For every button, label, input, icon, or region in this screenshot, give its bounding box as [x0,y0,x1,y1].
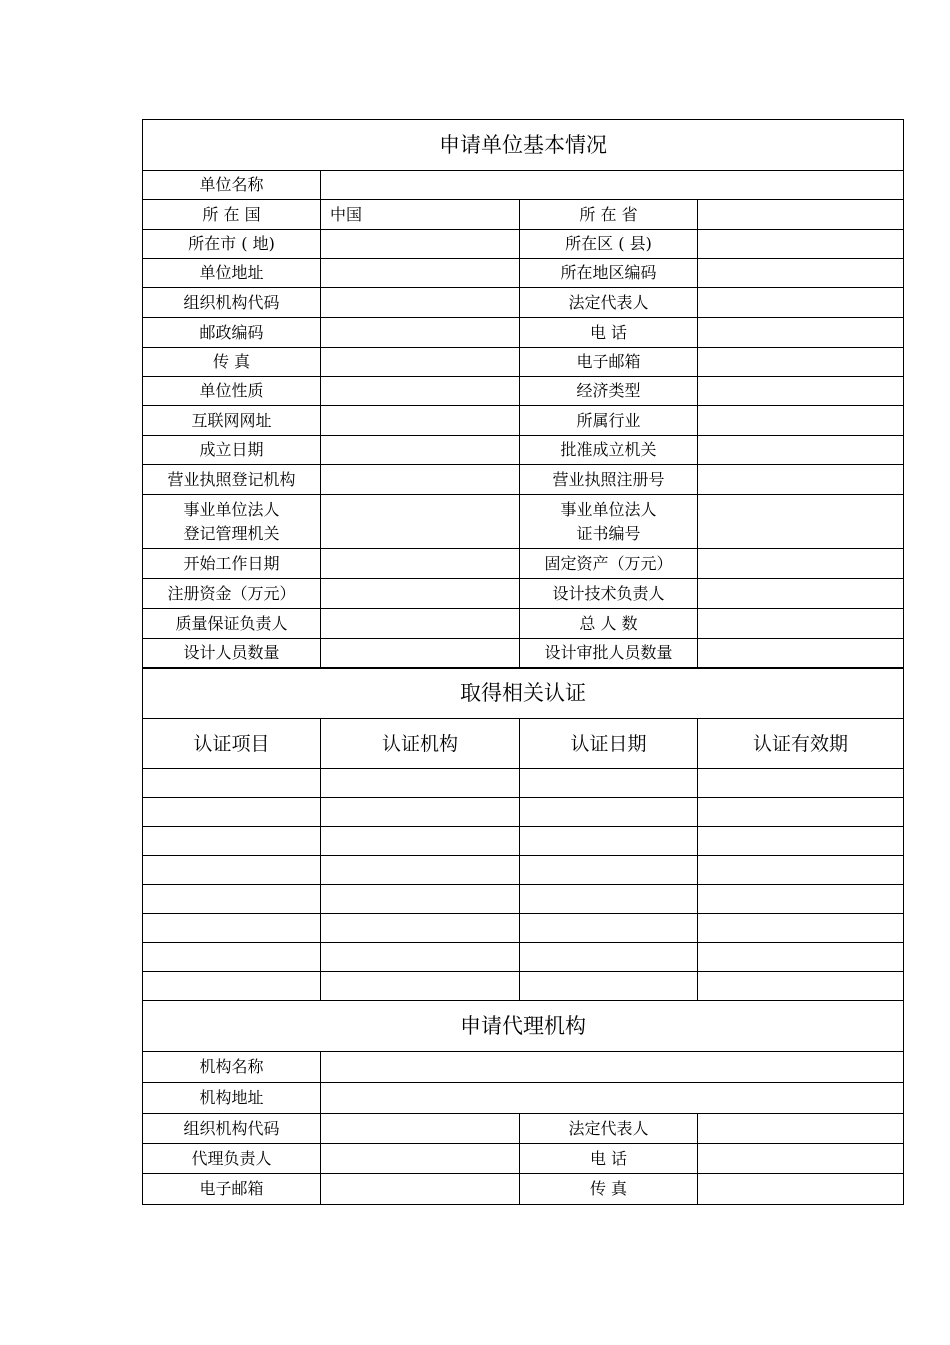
cert-cell[interactable] [698,856,904,885]
cert-cell[interactable] [520,943,698,972]
field-value[interactable] [321,465,520,495]
field-label: 组织机构代码 [143,288,321,318]
field-label: 开始工作日期 [143,549,321,579]
field-label: 传 真 [143,348,321,377]
cert-cell[interactable] [321,943,520,972]
field-label: 单位性质 [143,377,321,406]
agent-name-field[interactable] [321,1052,904,1083]
agent-section [143,1001,904,1114]
cert-cell[interactable] [143,798,321,827]
agent-address-label: 机构地址 [143,1083,321,1114]
field-value[interactable] [321,259,520,288]
cert-row [143,943,904,972]
cert-cell[interactable] [698,885,904,914]
cert-cell[interactable] [520,972,698,1001]
cert-header-agency: 认证机构 [321,719,520,769]
cert-row [143,827,904,856]
field-value[interactable] [698,579,904,609]
cert-cell[interactable] [321,769,520,798]
field-value[interactable] [698,259,904,288]
field-value[interactable] [321,1114,520,1144]
cert-cell[interactable] [520,914,698,943]
basic-info-row [143,436,904,465]
cert-header-item: 认证项目 [143,719,321,769]
cert-cell[interactable] [698,827,904,856]
cert-cell[interactable] [143,914,321,943]
field-label: 电 话 [520,1144,698,1174]
cert-row [143,798,904,827]
cert-cell[interactable] [520,827,698,856]
field-label: 设计审批人员数量 [520,639,698,668]
field-value[interactable] [698,200,904,230]
field-value[interactable] [698,318,904,348]
basic-info-rows [143,200,904,668]
cert-cell[interactable] [321,827,520,856]
basic-info-row [143,200,904,230]
field-value[interactable] [321,579,520,609]
field-label: 质量保证负责人 [143,609,321,639]
field-value[interactable] [321,549,520,579]
field-label: 所在市 ( 地) [143,230,321,259]
cert-cell[interactable] [321,798,520,827]
field-value[interactable] [321,1174,520,1205]
field-label: 法定代表人 [520,1114,698,1144]
field-value[interactable] [321,639,520,668]
basic-info-row [143,549,904,579]
cert-cell[interactable] [520,769,698,798]
cert-cell[interactable] [143,972,321,1001]
field-value[interactable] [321,318,520,348]
field-label: 法定代表人 [520,288,698,318]
basic-info-row [143,348,904,377]
certification-rows [143,769,904,1001]
field-label: 组织机构代码 [143,1114,321,1144]
field-value[interactable] [698,288,904,318]
cert-cell[interactable] [520,798,698,827]
cert-cell[interactable] [321,914,520,943]
field-value[interactable] [698,377,904,406]
field-label: 互联网网址 [143,406,321,436]
unit-name-field[interactable] [321,171,904,200]
basic-info-section [143,120,904,200]
cert-cell[interactable] [143,827,321,856]
field-value[interactable] [321,1144,520,1174]
field-value[interactable] [698,465,904,495]
field-label: 设计人员数量 [143,639,321,668]
cert-cell[interactable] [143,885,321,914]
field-label: 电子邮箱 [143,1174,321,1205]
field-label: 营业执照注册号 [520,465,698,495]
field-value[interactable] [321,230,520,259]
field-value[interactable] [698,1144,904,1174]
field-value[interactable] [698,1174,904,1205]
cert-cell[interactable] [321,856,520,885]
basic-info-row [143,465,904,495]
field-label: 所 在 省 [520,200,698,230]
field-label: 营业执照登记机构 [143,465,321,495]
field-value[interactable] [698,348,904,377]
field-label: 所在区 ( 县) [520,230,698,259]
cert-cell[interactable] [698,914,904,943]
cert-cell[interactable] [698,798,904,827]
cert-cell[interactable] [143,856,321,885]
agent-address-field[interactable] [321,1083,904,1114]
agent-info-row [143,1114,904,1144]
agent-info-rows [143,1114,904,1205]
basic-info-row [143,495,904,549]
basic-info-row [143,230,904,259]
field-label: 成立日期 [143,436,321,465]
basic-info-row [143,288,904,318]
application-form-table [142,119,904,1205]
cert-cell[interactable] [698,769,904,798]
field-label: 单位地址 [143,259,321,288]
field-label: 总 人 数 [520,609,698,639]
basic-info-title: 申请单位基本情况 [143,120,904,171]
cert-row [143,885,904,914]
field-label: 传 真 [520,1174,698,1205]
cert-cell[interactable] [520,885,698,914]
field-label: 注册资金（万元） [143,579,321,609]
cert-cell[interactable] [321,885,520,914]
field-label: 所 在 国 [143,200,321,230]
field-label: 所在地区编码 [520,259,698,288]
cert-row [143,972,904,1001]
basic-info-row [143,579,904,609]
field-value[interactable] [321,436,520,465]
field-label: 电子邮箱 [520,348,698,377]
basic-info-row [143,406,904,436]
basic-info-row [143,639,904,668]
agent-info-row [143,1144,904,1174]
cert-cell[interactable] [143,769,321,798]
field-value[interactable] [321,377,520,406]
field-value[interactable] [698,230,904,259]
basic-info-row [143,318,904,348]
agent-title: 申请代理机构 [143,1001,904,1052]
field-label: 批准成立机关 [520,436,698,465]
field-label: 所属行业 [520,406,698,436]
field-label: 事业单位法人 证书编号 [520,495,698,549]
field-label: 事业单位法人 登记管理机关 [143,495,321,549]
agent-info-row [143,1174,904,1205]
field-value[interactable] [698,609,904,639]
cert-header-date: 认证日期 [520,719,698,769]
field-value[interactable] [698,406,904,436]
field-value[interactable] [321,348,520,377]
field-label: 电 话 [520,318,698,348]
cert-row [143,914,904,943]
field-value[interactable] [698,1114,904,1144]
cert-cell[interactable] [698,943,904,972]
field-value[interactable] [698,549,904,579]
field-value[interactable] [698,639,904,668]
field-label: 代理负责人 [143,1144,321,1174]
cert-row [143,856,904,885]
certification-title: 取得相关认证 [143,668,904,719]
field-value[interactable] [698,495,904,549]
field-value[interactable]: 中国 [321,200,520,230]
cert-row [143,769,904,798]
basic-info-row [143,377,904,406]
cert-cell[interactable] [698,972,904,1001]
field-label: 设计技术负责人 [520,579,698,609]
field-value[interactable] [698,436,904,465]
field-value[interactable] [321,288,520,318]
basic-info-row [143,609,904,639]
cert-cell[interactable] [321,972,520,1001]
basic-info-row [143,259,904,288]
field-value[interactable] [321,495,520,549]
certification-section [143,668,904,769]
agent-name-label: 机构名称 [143,1052,321,1083]
field-label: 经济类型 [520,377,698,406]
unit-name-label: 单位名称 [143,171,321,200]
field-label: 邮政编码 [143,318,321,348]
field-value[interactable] [321,406,520,436]
cert-header-validity: 认证有效期 [698,719,904,769]
cert-cell[interactable] [520,856,698,885]
field-label: 固定资产（万元） [520,549,698,579]
cert-cell[interactable] [143,943,321,972]
field-value[interactable] [321,609,520,639]
